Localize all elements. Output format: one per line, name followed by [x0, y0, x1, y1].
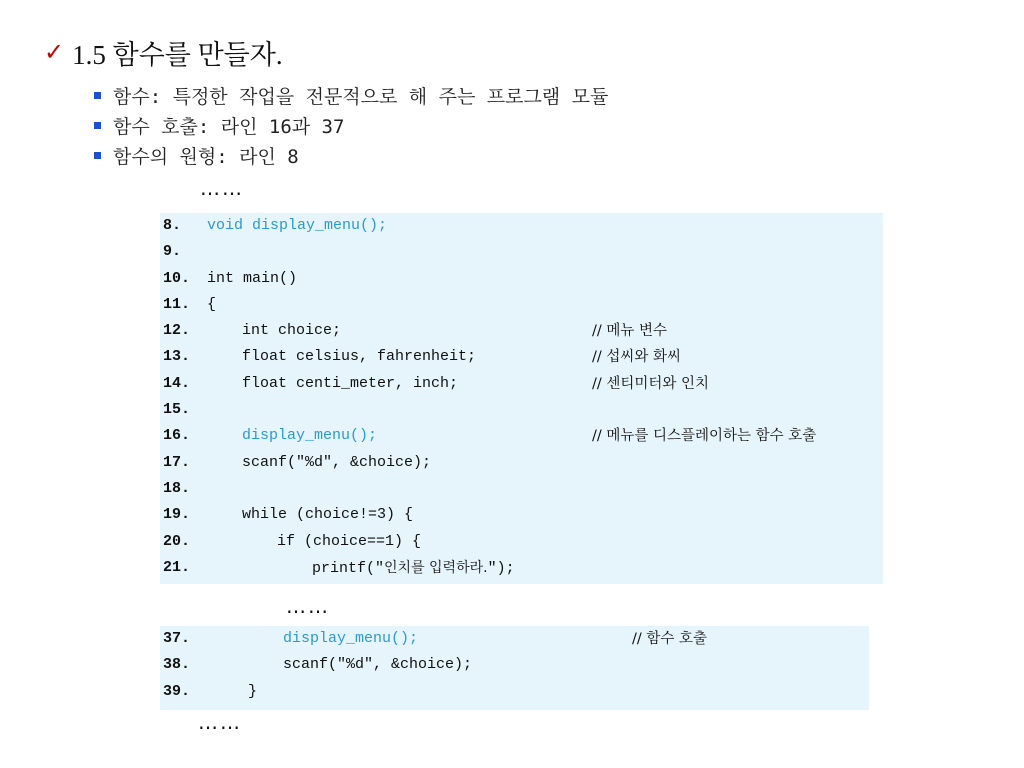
code-line [160, 239, 883, 265]
line-number: 13. [163, 348, 191, 366]
ellipsis-bottom: …… [198, 710, 242, 734]
line-number: 9. [163, 243, 182, 261]
code-line [160, 266, 883, 292]
bullet-text: 함수의 원형: 라인 8 [113, 145, 299, 168]
line-number: 11. [163, 295, 191, 313]
bullet-text: 함수 호출: 라인 16과 37 [113, 115, 345, 138]
code-comment: // 섭씨와 화씨 [592, 349, 682, 366]
code-text: int choice; [242, 322, 342, 340]
ellipsis-top: …… [200, 176, 244, 200]
code-line [160, 555, 883, 581]
code-text: display_menu(); [242, 427, 378, 445]
code-comment: // 함수 호출 [632, 631, 708, 647]
checkmark-icon: ✓ [44, 38, 65, 66]
code-text: scanf("%d", &choice); [283, 656, 473, 674]
ellipsis-middle: …… [286, 594, 330, 618]
code-line [160, 423, 883, 449]
code-text: float celsius, fahrenheit; [242, 348, 477, 366]
line-number: 39. [163, 682, 191, 700]
code-comment: // 센티미터와 인치 [592, 375, 710, 392]
code-line [160, 626, 869, 652]
code-line [160, 652, 869, 678]
list-item [94, 110, 608, 140]
bullet-list [94, 80, 608, 170]
code-text: float centi_meter, inch; [242, 374, 459, 392]
code-block-main [160, 213, 883, 584]
code-text: while (choice!=3) { [242, 506, 414, 524]
code-text: } [248, 682, 258, 700]
code-line [160, 371, 883, 397]
code-line [160, 318, 883, 344]
code-line [160, 344, 883, 370]
line-number: 20. [163, 532, 191, 550]
line-number: 16. [163, 427, 191, 445]
line-number: 8. [163, 217, 182, 234]
code-text: void display_menu(); [207, 217, 388, 234]
line-number: 19. [163, 506, 191, 524]
square-bullet-icon [94, 152, 101, 159]
line-number: 17. [163, 453, 191, 471]
code-comment: // 메뉴 변수 [592, 323, 668, 340]
code-text: int main() [207, 269, 298, 287]
code-text: { [207, 295, 217, 313]
list-item [94, 140, 608, 170]
line-number: 12. [163, 322, 191, 340]
code-line [160, 476, 883, 502]
slide-title-text: 1.5 함수를 만들자. [72, 39, 283, 70]
code-text: printf("인치를 입력하라."); [312, 559, 515, 577]
code-text: display_menu(); [283, 630, 419, 647]
code-block-continuation [160, 626, 869, 710]
line-number: 15. [163, 401, 191, 419]
line-number: 37. [163, 630, 191, 647]
line-number: 10. [163, 269, 191, 287]
code-text: scanf("%d", &choice); [242, 453, 432, 471]
line-number: 18. [163, 479, 191, 497]
list-item [94, 80, 608, 110]
slide-title [44, 34, 283, 70]
line-number: 38. [163, 656, 191, 674]
code-line [160, 679, 869, 705]
code-line [160, 502, 883, 528]
code-line [160, 397, 883, 423]
code-text: if (choice==1) { [277, 532, 422, 550]
code-line [160, 292, 883, 318]
line-number: 14. [163, 374, 191, 392]
code-comment: // 메뉴를 디스플레이하는 함수 호출 [592, 428, 817, 445]
code-line [160, 529, 883, 555]
square-bullet-icon [94, 92, 101, 99]
line-number: 21. [163, 558, 191, 576]
code-line [160, 213, 883, 239]
square-bullet-icon [94, 122, 101, 129]
code-line [160, 450, 883, 476]
bullet-text: 함수: 특정한 작업을 전문적으로 해 주는 프로그램 모듈 [113, 85, 609, 108]
